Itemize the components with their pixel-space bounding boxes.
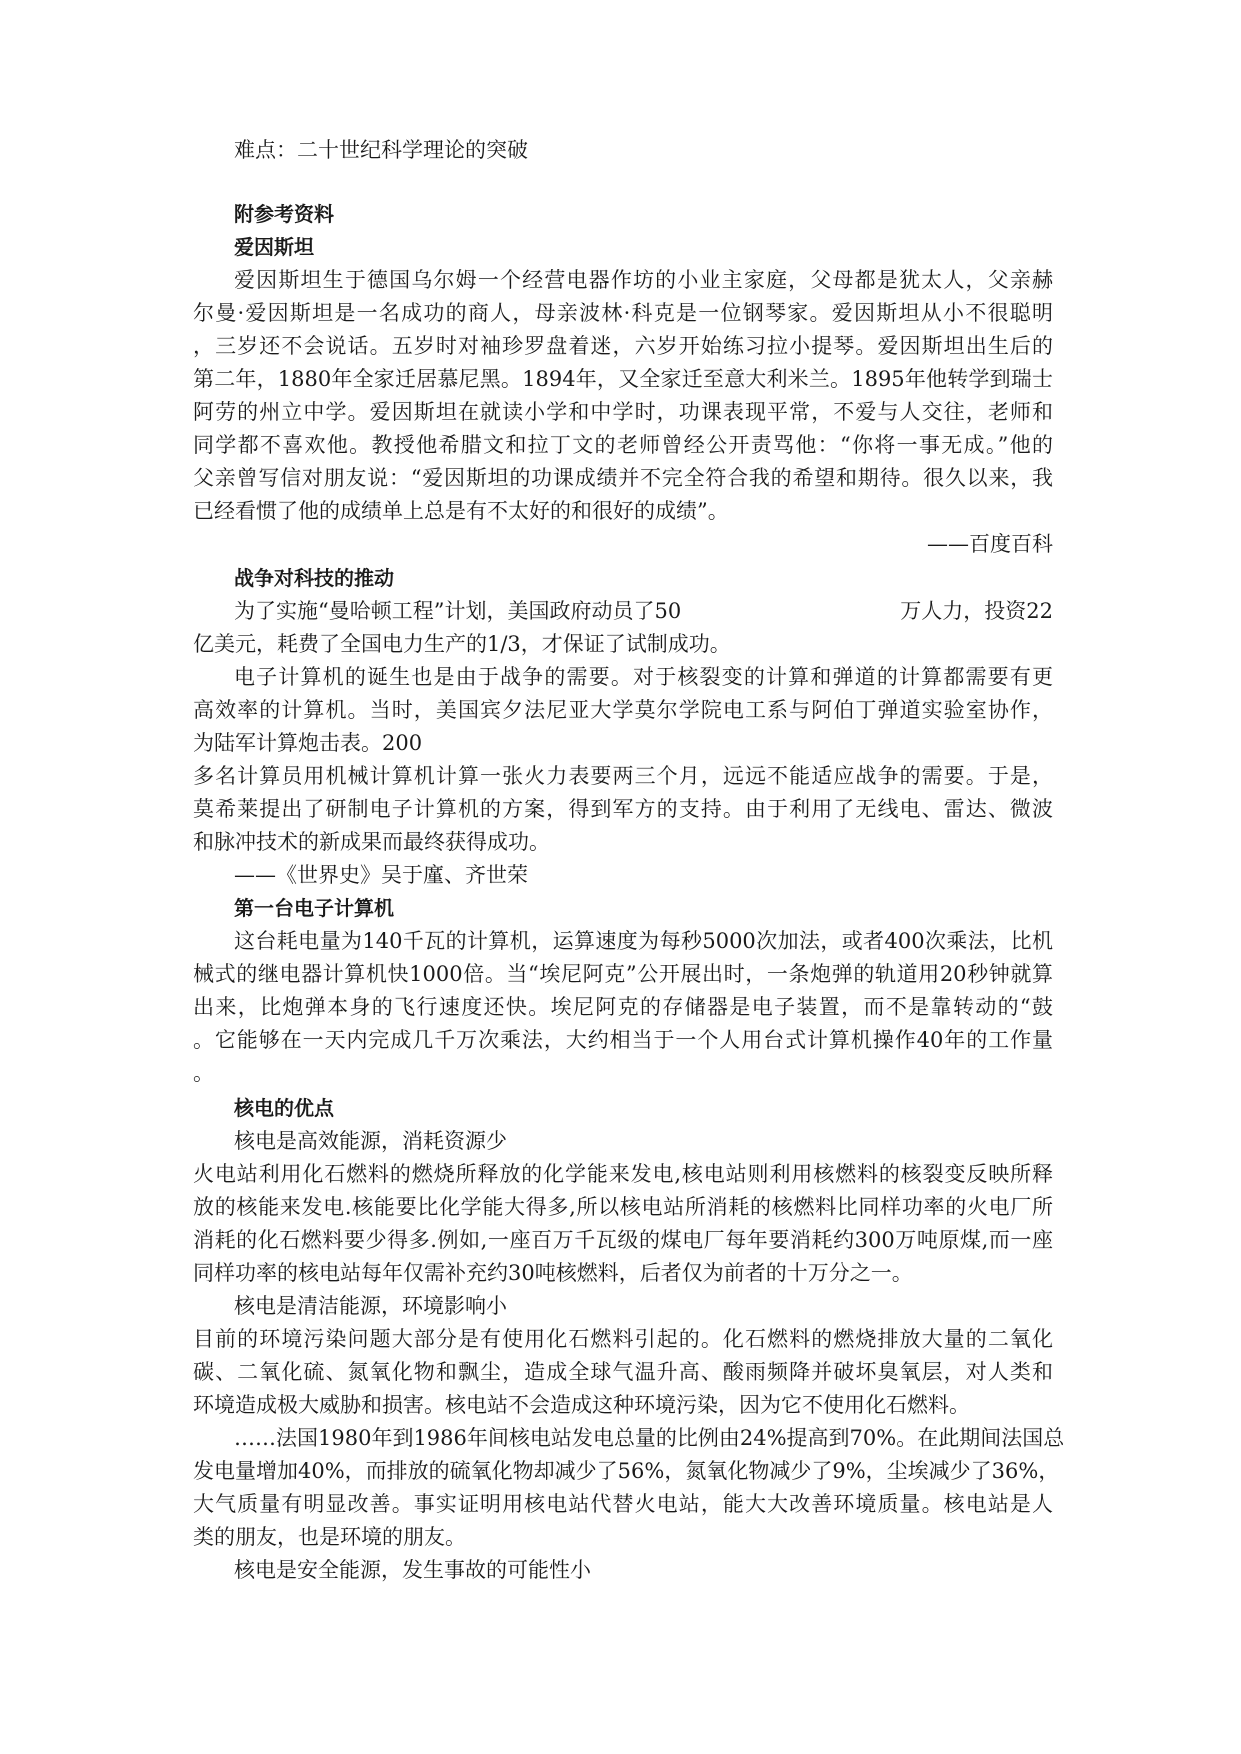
computer-heading: 第一台电子计算机 [234,896,394,920]
einstein-line: ，三岁还不会说话。五岁时对袖珍罗盘着迷，六岁开始练习拉小提琴。爱因斯坦出生后的 [193,334,1053,358]
war-line-first [193,595,1053,628]
computer-line: 。 [193,1061,214,1085]
einstein-line: 已经看惯了他的成绩单上总是有不太好的和很好的成绩”。 [193,499,729,523]
war-line: 亿美元，耗费了全国电力生产的1/3，才保证了试制成功。 [193,632,731,656]
nuclear-point-1-line: 同样功率的核电站每年仅需补充约30吨核燃料，后者仅为前者的十万分之一。 [193,1261,913,1285]
difficulty-line: 难点：二十世纪科学理论的突破 [234,138,528,162]
einstein-line: 阿劳的州立中学。爱因斯坦在就读小学和中学时，功课表现平常，不爱与人交往，老师和 [193,400,1053,424]
einstein-line: 爱因斯坦生于德国乌尔姆一个经营电器作坊的小业主家庭，父母都是犹太人，父亲赫 [234,268,1053,292]
nuclear-point-2: 核电是清洁能源，环境影响小 [234,1294,507,1318]
nuclear-point-1-line: 消耗的化石燃料要少得多.例如,一座百万千瓦级的煤电厂每年要消耗约300万吨原煤,而一座 [193,1228,1053,1252]
war-line-first-left: 为了实施“曼哈顿工程”计划，美国政府动员了50 [234,599,682,623]
appendix-heading: 附参考资料 [234,202,334,226]
nuclear-point-2-line: 环境造成极大威胁和损害。核电站不会造成这种环境污染，因为它不使用化石燃料。 [193,1393,970,1417]
einstein-source: ——百度百科 [927,532,1053,556]
war-line: 高效率的计算机。当时，美国宾夕法尼亚大学莫尔学院电工系与阿伯丁弹道实验室协作， [193,698,1053,722]
nuclear-point-1: 核电是高效能源，消耗资源少 [234,1129,507,1153]
war-line: 多名计算员用机械计算机计算一张火力表要两三个月，远远不能适应战争的需要。于是， [193,764,1053,788]
einstein-heading: 爱因斯坦 [234,235,314,259]
nuclear-point-2-line: 目前的环境污染问题大部分是有使用化石燃料引起的。化石燃料的燃烧排放大量的二氧化 [193,1327,1053,1351]
war-source: ——《世界史》吴于廑、齐世荣 [234,863,528,887]
war-line: 和脉冲技术的新成果而最终获得成功。 [193,830,550,854]
france-line: ……法国1980年到1986年间核电站发电总量的比例由24%提高到70%。在此期间法国总 [234,1426,1065,1450]
war-line: 电子计算机的诞生也是由于战争的需要。对于核裂变的计算和弹道的计算都需要有更 [234,665,1053,689]
computer-line: 。它能够在一天内完成几千万次乘法，大约相当于一个人用台式计算机操作40年的工作量 [193,1028,1053,1052]
computer-line: 出来，比炮弹本身的飞行速度还快。埃尼阿克的存储器是电子装置，而不是靠转动的“鼓 [193,995,1053,1019]
france-line: 发电量增加40%，而排放的硫氧化物却减少了56%，氮氧化物减少了9%，尘埃减少了36%， [193,1459,1060,1483]
einstein-line: 同学都不喜欢他。教授他希腊文和拉丁文的老师曾经公开责骂他：“你将一事无成。”他的 [193,433,1053,457]
computer-line: 械式的继电器计算机快1000倍。当“埃尼阿克”公开展出时，一条炮弹的轨道用20秒钟就算 [193,962,1053,986]
einstein-line: 尔曼·爱因斯坦是一名成功的商人，母亲波林·科克是一位钢琴家。爱因斯坦从小不很聪明 [193,301,1053,325]
nuclear-point-2-line: 碳、二氧化硫、氮氧化物和飘尘，造成全球气温升高、酸雨频降并破坏臭氧层，对人类和 [193,1360,1053,1384]
war-heading: 战争对科技的推动 [234,566,394,590]
nuclear-point-1-line: 放的核能来发电.核能要比化学能大得多,所以核电站所消耗的核燃料比同样功率的火电厂所 [193,1195,1053,1219]
nuclear-point-3: 核电是安全能源，发生事故的可能性小 [234,1558,591,1582]
einstein-line: 第二年，1880年全家迁居慕尼黑。1894年，又全家迁至意大利米兰。1895年他转学到瑞士 [193,367,1053,391]
france-line: 类的朋友，也是环境的朋友。 [193,1525,466,1549]
computer-line: 这台耗电量为140千瓦的计算机，运算速度为每秒5000次加法，或者400次乘法，比机 [234,929,1053,953]
war-line-first-right: 万人力，投资22 [900,599,1053,623]
nuclear-point-1-line: 火电站利用化石燃料的燃烧所释放的化学能来发电,核电站则利用核燃料的核裂变反映所释 [193,1162,1053,1186]
france-line: 大气质量有明显改善。事实证明用核电站代替火电站，能大大改善环境质量。核电站是人 [193,1492,1053,1516]
war-line: 莫希莱提出了研制电子计算机的方案，得到军方的支持。由于利用了无线电、雷达、微波 [193,797,1053,821]
einstein-line: 父亲曾写信对朋友说：“爱因斯坦的功课成绩并不完全符合我的希望和期待。很久以来，我 [193,466,1053,490]
nuclear-heading: 核电的优点 [234,1096,334,1120]
war-line: 为陆军计算炮击表。200 [193,731,423,755]
